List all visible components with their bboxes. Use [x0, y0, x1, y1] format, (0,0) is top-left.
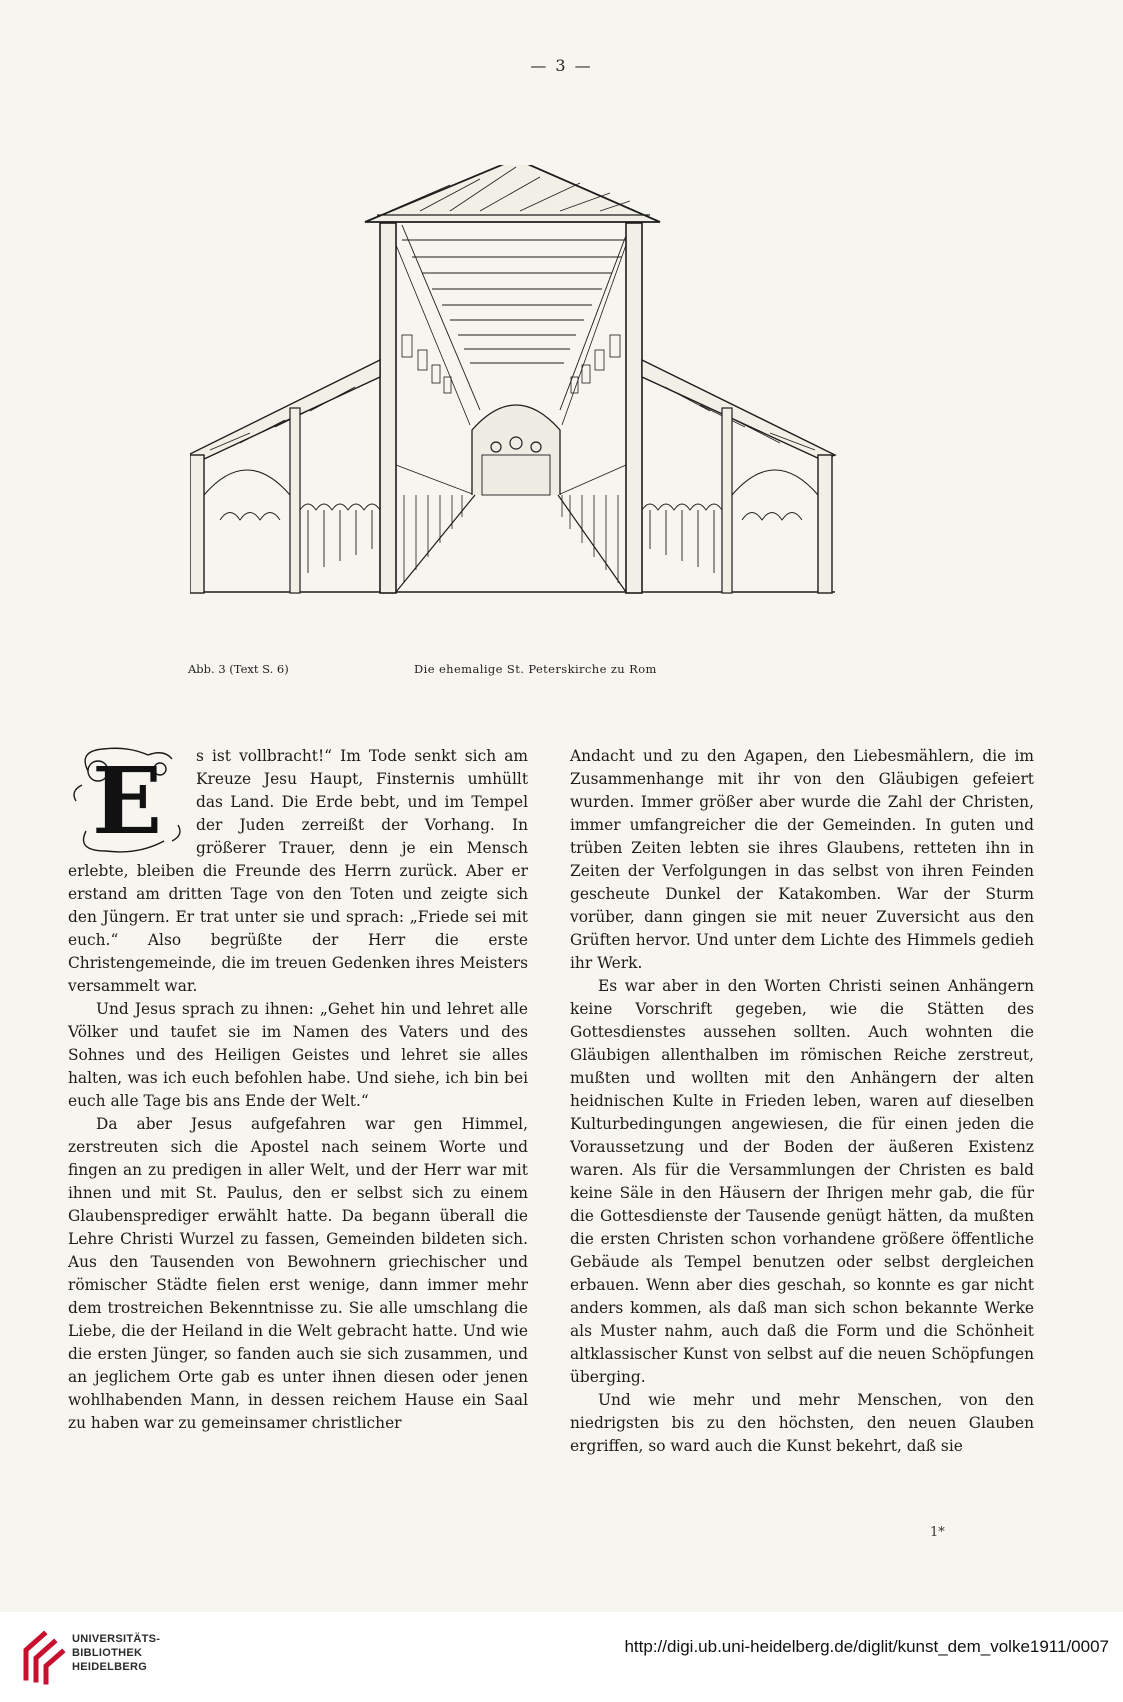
- figure-caption-title: Die ehemalige St. Peterskirche zu Rom: [414, 662, 657, 676]
- library-name[interactable]: [72, 1632, 160, 1674]
- viewer-footer: [0, 1612, 1123, 1702]
- paragraph-4: Andacht und zu den Agapen, den Liebesmählern, die im Zusammenhange mit ihr von den Gläubigen gefeiert wurden. Immer größer aber wurde die Zahl der Christen, immer umfangreicher die der Gemeinden. In guten und trüben Zeiten lebten sie ihres Glaubens, retteten ihn in Zeiten der Verfolgungen in das selbst von ihren Feinden gescheute Dunkel der Katakomben. War der Sturm vorüber, dann gingen sie mit neuer Zuversicht aus den Grüften hervor. Und unter dem Lichte des Himmels gedieh ihr Werk.: [570, 747, 1034, 972]
- text-column-left: [68, 745, 528, 1435]
- initial-letter: E: [91, 747, 163, 855]
- library-name-line-3: HEIDELBERG: [72, 1661, 148, 1673]
- library-name-line-2: BIBLIOTHEK: [72, 1647, 143, 1659]
- paragraph-3: Da aber Jesus aufgefahren war gen Himmel, zerstreuten sich die Apostel nach seinem Worte und fingen an zu predigen in aller Welt, und der Herr war mit ihnen und mit St. Paulus, den er selbst sich zu einem Glaubensprediger erwählt hatte. Da begann überall die Lehre Christi Wurzel zu fassen, Gemeinden bildeten sich. Aus den Tausenden von Bewohnern griechischer und römischer Städte fielen erst wenige, dann immer mehr dem trostreichen Bekenntnisse zu. Sie alle umschlang die Liebe, die der Heiland in die Welt gebracht hatte. Und wie die ersten Jünger, so fanden auch sie sich zusammen, und an jeglichem Orte gab es unter ihnen diesen oder jenen wohlhabenden Mann, in dessen reichem Hause ein Saal zu haben war zu gemeinsamer christlicher: [68, 1115, 528, 1432]
- permalink-url[interactable]: http://digi.ub.uni-heidelberg.de/diglit/kunst_dem_volke1911/0007: [624, 1637, 1109, 1656]
- sheet-signature: 1*: [930, 1525, 945, 1540]
- text-column-right: [570, 745, 1034, 1458]
- basilica-illustration: [190, 165, 910, 655]
- paragraph-5: Es war aber in den Worten Christi seinen Anhängern keine Vorschrift gegeben, wie die Stätten des Gottesdienstes aussehen sollten. Auch wohnten die Gläubigen allenthalben im römischen Reiche zerstreut, mußten und wollten mit den Anhängern der alten heidnischen Kulte in Frieden leben, waren auf dieselben Kulturbedingungen angewiesen, die für einen jeden die Voraussetzung und der Boden der äußeren Existenz waren. Als für die Versammlungen der Christen es bald keine Säle in den Häusern der Ihrigen mehr gab, die für die Gottesdienste der Tausende genügt hätten, da mußten die ersten Christen schon vorhandene größere öffentliche Gebäude als Tempel benutzen oder selbst dergleichen erbauen. Wenn aber dies geschah, so konnte es gar nicht anders kommen, als daß man sich schon bekannte Werke als Muster nahm, auch daß die Form und die Schönheit altklassischer Kunst von selbst auf die neuen Schöpfungen überging.: [570, 977, 1034, 1386]
- figure-caption: [188, 662, 928, 682]
- paragraph-1: s ist vollbracht!“ Im Tode senkt sich am Kreuze Jesu Haupt, Finsternis umhüllt das Land. Die Erde bebt, und im Tempel der Juden zerreißt der Vorhang. In größerer Trauer, denn je ein Mensch erlebte, bleiben die Freunde des Herrn zurück. Aber er erstand am dritten Tage von den Toten und zeigte sich den Jüngern. Er trat unter sie und sprach: „Friede sei mit euch.“ Also begrüßte der Herr die erste Christengemeinde, die im treuen Gedenken ihres Meisters versammelt war.: [68, 747, 528, 995]
- figure-caption-number: Abb. 3 (Text S. 6): [188, 662, 289, 676]
- paragraph-2: Und Jesus sprach zu ihnen: „Gehet hin und lehret alle Völker und taufet sie im Namen des Vaters und des Sohnes und des Heiligen Geistes und lehret sie alles halten, was ich euch befohlen habe. Und siehe, ich bin bei euch alle Tage bis ans Ende der Welt.“: [68, 1000, 528, 1110]
- library-name-line-1: UNIVERSITÄTS-: [72, 1633, 161, 1645]
- page-number: — 3 —: [530, 56, 593, 75]
- decorated-initial-E: [68, 741, 186, 859]
- paragraph-6: Und wie mehr und mehr Menschen, von den niedrigsten bis zu den höchsten, den neuen Glauben ergriffen, so ward auch die Kunst bekehrt, daß sie: [570, 1391, 1034, 1455]
- ub-heidelberg-logo-icon[interactable]: [20, 1628, 66, 1686]
